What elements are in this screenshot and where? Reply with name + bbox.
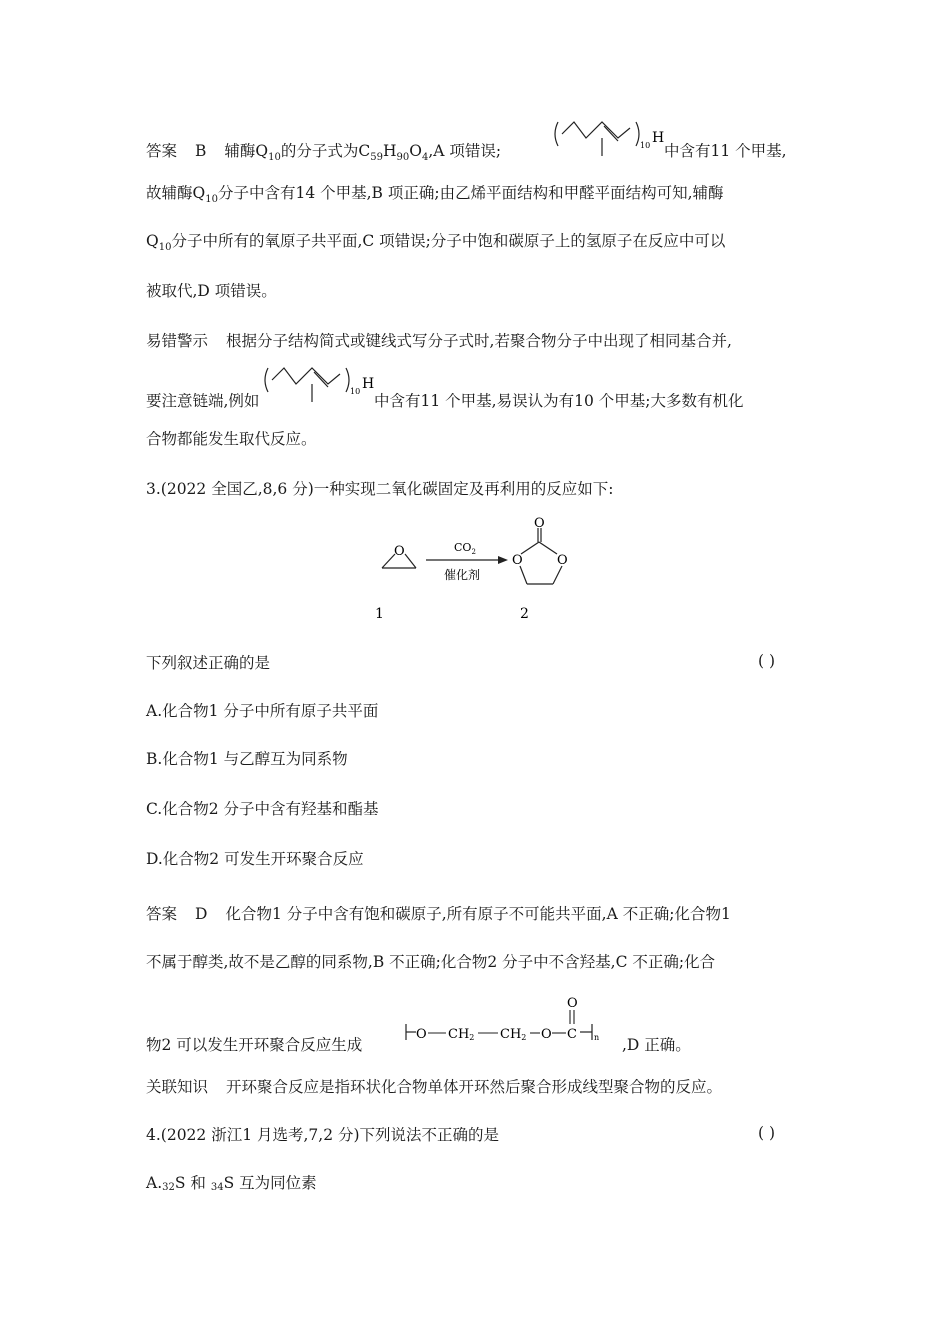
compound-label-2: 2 bbox=[520, 606, 529, 622]
ring-oxygen-right: O bbox=[557, 553, 568, 568]
warning-line-2b: 中含有11 个甲基,易误认为有10 个甲基;大多数有机化 bbox=[374, 392, 744, 410]
q3-answer-blank: ( ) bbox=[758, 652, 776, 670]
warning-line-1: 易错警示 根据分子结构简式或键线式写分子式时,若聚合物分子中出现了相同基合并, bbox=[146, 332, 732, 350]
warning-line-3: 合物都能发生取代反应。 bbox=[146, 430, 317, 448]
answer-letter: B bbox=[195, 142, 207, 160]
poly-carbonyl-o: O bbox=[567, 996, 578, 1011]
q4-option-a: A.$^{32}$S 和 $^{34}$S 互为同位素 bbox=[146, 1174, 317, 1193]
answer-line-2: 故辅酶$Q_{10}$分子中含有14 个甲基,B 项正确;由乙烯平面结构和甲醛平面结构可知,辅酶 bbox=[146, 184, 724, 205]
polycarbonate-structure bbox=[402, 990, 622, 1058]
q3-stem: 3.(2022 全国乙,8,6 分)一种实现二氧化碳固定及再利用的反应如下: bbox=[146, 480, 614, 498]
q3-option-d: D.化合物2 可发生开环聚合反应 bbox=[146, 850, 364, 868]
ans3-line-3a: 物2 可以发生开环聚合反应生成 bbox=[146, 1036, 363, 1054]
ans3-line-2: 不属于醇类,故不是乙醇的同系物,B 不正确;化合物2 分子中不含羟基,C 不正确;化合 bbox=[146, 953, 716, 971]
reagent-catalyst: 催化剂 bbox=[444, 568, 481, 582]
chain-sub: 10 bbox=[350, 387, 361, 396]
answer-tag: 答案 bbox=[146, 905, 178, 923]
poly-ch2-2: CH2 bbox=[500, 1027, 527, 1042]
answer-line-1: 答案 B 辅酶$Q_{10}$的分子式为$C_{59}H_{90}O_4,A$ 项错误; bbox=[146, 142, 502, 163]
q3-question: 下列叙述正确的是 bbox=[146, 654, 271, 672]
note-tag: 关联知识 bbox=[146, 1078, 209, 1096]
poly-n: n bbox=[594, 1033, 600, 1042]
reagent-co2: $CO_2$ bbox=[454, 541, 476, 556]
isoprene-chain-structure-2 bbox=[262, 362, 375, 408]
poly-o-1: O bbox=[416, 1027, 427, 1042]
answer-tag: 答案 bbox=[146, 142, 178, 160]
q3-option-a: A.化合物1 分子中所有原子共平面 bbox=[146, 702, 379, 720]
poly-ch2-1: CH2 bbox=[448, 1027, 475, 1042]
carbonyl-oxygen: O bbox=[534, 516, 545, 531]
chain-end-h: H bbox=[652, 130, 665, 146]
answer-line-4: 被取代,D 项错误。 bbox=[146, 282, 277, 300]
isoprene-chain-structure-1 bbox=[552, 116, 665, 162]
warning-tag: 易错警示 bbox=[146, 332, 209, 350]
chain-end-h: H bbox=[362, 376, 375, 392]
ring-oxygen-left: O bbox=[512, 553, 523, 568]
q4-stem: 4.(2022 浙江1 月选考,7,2 分)下列说法不正确的是 bbox=[146, 1126, 500, 1144]
answer-line-3: $Q_{10}$分子中所有的氧原子共平面,C 项错误;分子中饱和碳原子上的氢原子在反应中可以 bbox=[146, 232, 726, 253]
epoxide-oxygen: O bbox=[394, 544, 405, 559]
poly-c: C bbox=[567, 1027, 577, 1042]
compound-label-1: 1 bbox=[375, 606, 384, 622]
q3-option-c: C.化合物2 分子中含有羟基和酯基 bbox=[146, 800, 379, 818]
note-line: 关联知识 开环聚合反应是指环状化合物单体开环然后聚合形成线型聚合物的反应。 bbox=[146, 1078, 723, 1096]
warning-line-2a: 要注意链端,例如 bbox=[146, 392, 260, 410]
answer-line-1-tail: 中含有11 个甲基, bbox=[664, 142, 787, 160]
q4-answer-blank: ( ) bbox=[758, 1124, 776, 1142]
answer-letter: D bbox=[195, 905, 208, 923]
poly-o-2: O bbox=[541, 1027, 552, 1042]
ans3-line-3b: ,D 正确。 bbox=[622, 1036, 691, 1054]
reaction-scheme bbox=[370, 508, 620, 628]
ans3-line-1: 答案 D 化合物1 分子中含有饱和碳原子,所有原子不可能共平面,A 不正确;化合物1 bbox=[146, 905, 731, 923]
chain-sub: 10 bbox=[640, 141, 651, 150]
q3-option-b: B.化合物1 与乙醇互为同系物 bbox=[146, 750, 348, 768]
